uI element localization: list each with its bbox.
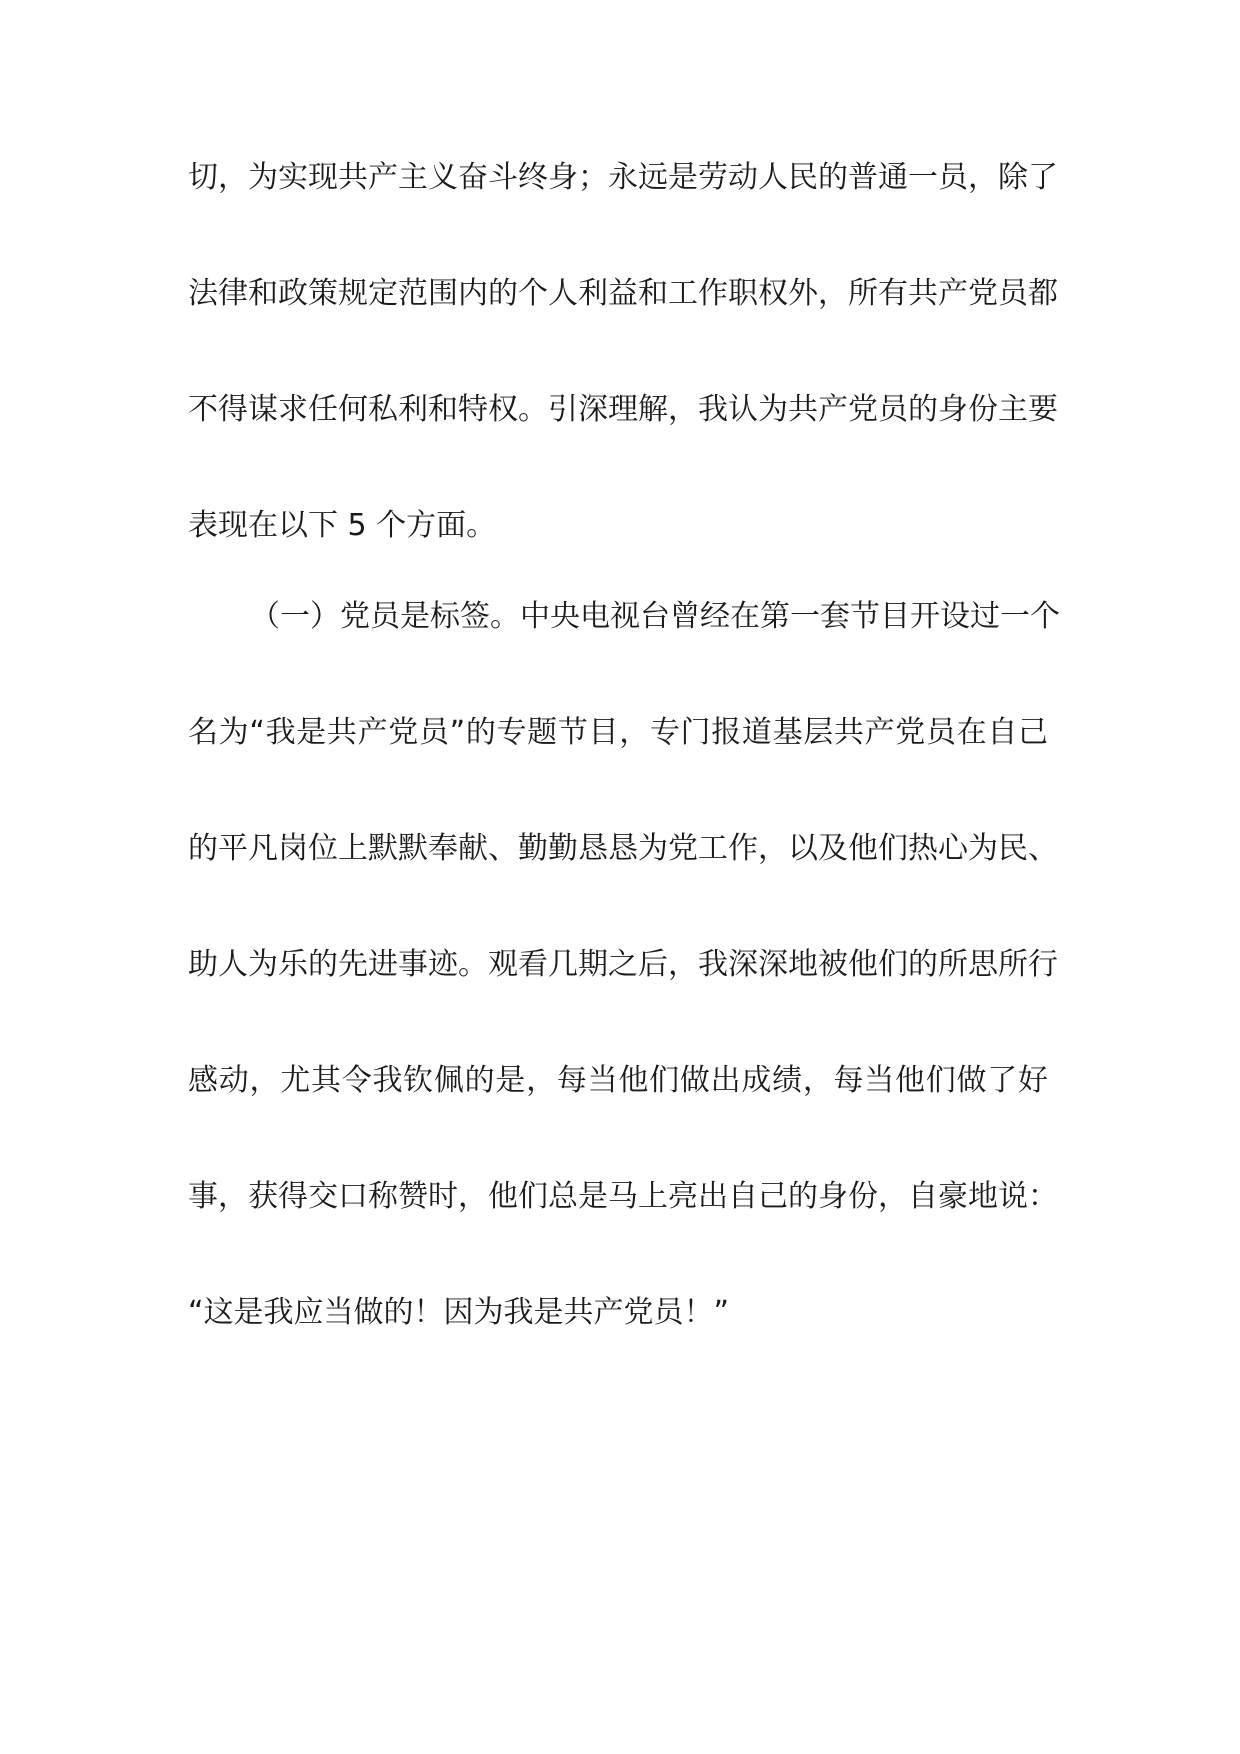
text-line-10: 事，获得交口称赞时，他们总是马上亮出自己的身份，自豪地说： xyxy=(188,1179,1058,1214)
text-line-8: 助人为乐的先进事迹。观看几期之后，我深深地被他们的所思所行 xyxy=(188,947,1058,982)
text-line-11: “这是我应当做的！因为我是共产党员！” xyxy=(188,1295,730,1330)
text-line-5: （一）党员是标签。中央电视台曾经在第一套节目开设过一个 xyxy=(250,599,1060,634)
text-line-6: 名为“我是共产党员”的专题节目，专门报道基层共产党员在自己 xyxy=(188,715,1048,750)
text-line-3: 不得谋求任何私利和特权。引深理解，我认为共产党员的身份主要 xyxy=(188,392,1058,427)
text-line-7: 的平凡岗位上默默奉献、勤勤恳恳为党工作，以及他们热心为民、 xyxy=(188,831,1058,866)
text-line-4: 表现在以下 5 个方面。 xyxy=(188,508,497,543)
text-line-9: 感动，尤其令我钦佩的是，每当他们做出成绩，每当他们做了好 xyxy=(188,1063,1048,1098)
text-line-2: 法律和政策规定范围内的个人利益和工作职权外，所有共产党员都 xyxy=(188,276,1058,311)
text-line-1: 切，为实现共产主义奋斗终身；永远是劳动人民的普通一员，除了 xyxy=(188,160,1058,195)
